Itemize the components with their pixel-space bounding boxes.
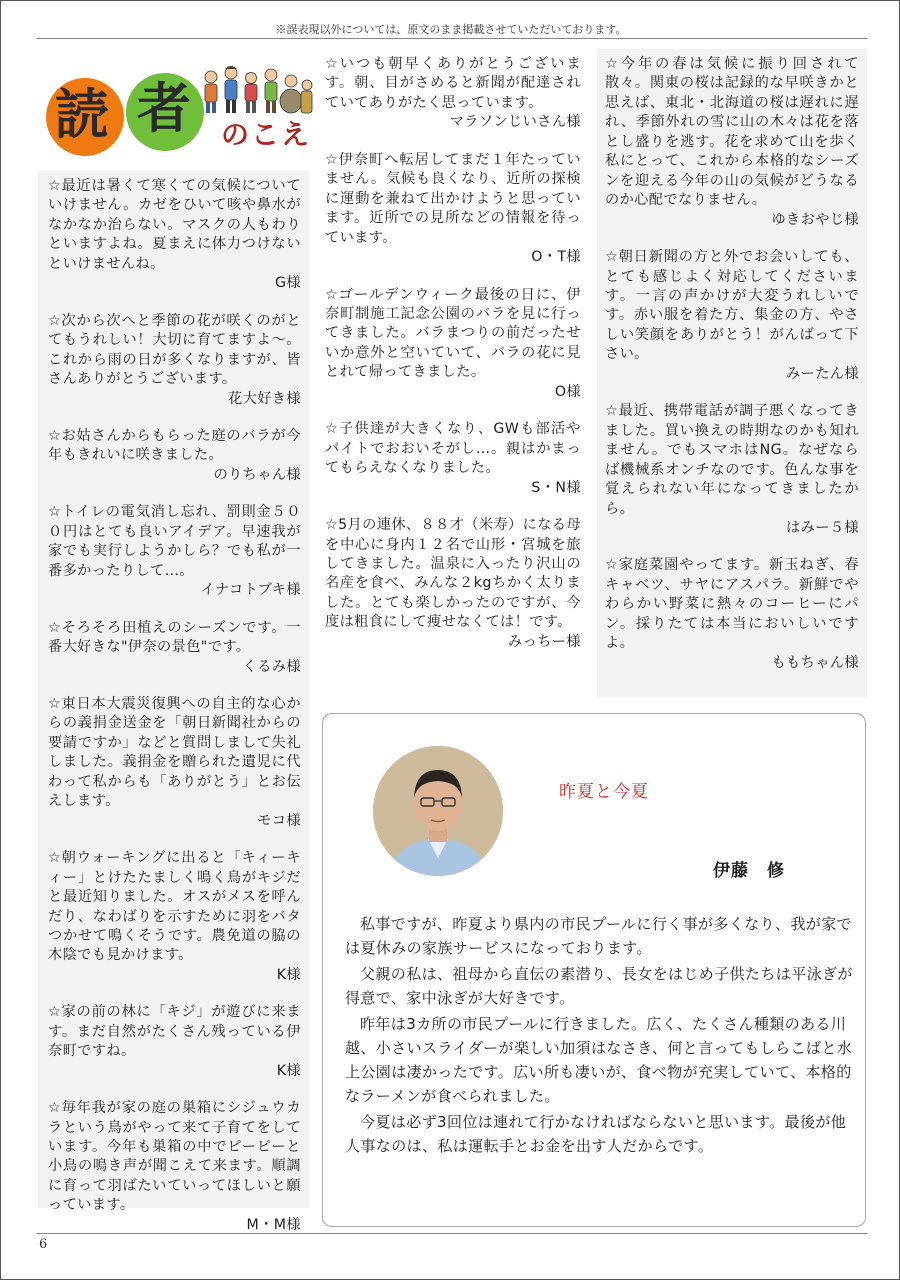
- author-portrait: [373, 746, 503, 876]
- letter-signature: はみー５様: [786, 519, 859, 536]
- reader-letter: [325, 516, 581, 652]
- letter-body: ☆トイレの電気消し忘れ、罰則金５００円はとても良いアイデア。早速我が家でも実行しようかしら？でも私が一番多かったりして…。: [48, 504, 301, 579]
- portrait-photo: [373, 746, 503, 876]
- letter-body: ☆伊奈町へ転居してまだ１年たっていません。気候も良くなり、近所の探検に運動を兼ねて出かけようと思っています。近所での見所などの情報を待っています。: [325, 151, 581, 246]
- reader-letter: [48, 427, 301, 485]
- letter-body: ☆最近は暑くて寒くての気候についていけません。カゼをひいて咳や鼻水がなかなか治らない。マスクの人もわりといますよね。夏まえに体力つけないといけませんね。: [48, 178, 301, 272]
- letter-signature: ももちゃん様: [771, 654, 859, 671]
- reader-letter: [605, 402, 859, 538]
- letter-body: ☆そろそろ田植えのシーズンです。一番大好きな"伊奈の景色"です。: [48, 619, 301, 656]
- essay-paragraph: 私事ですが、昨夏より県内の市民プールに行く事が多くなり、我が家では夏休みの家族サービスになっております。: [345, 915, 853, 957]
- letters-column-3: [597, 49, 867, 697]
- person-icon: [225, 66, 237, 113]
- editorial-notice: ※誤表現以外については、原文のまま掲載させていただいております。: [275, 23, 627, 36]
- letter-body: ☆子供達が大きくなり、GWも部活やバイトでおおいそがし…。親はかまってもらえなくなりました。: [325, 421, 581, 477]
- footer-rule: [37, 1233, 867, 1234]
- person-icon: [280, 75, 302, 113]
- letter-signature: くるみ様: [242, 658, 301, 675]
- header-rule: [37, 38, 867, 39]
- person-icon: [245, 73, 257, 114]
- letter-signature: G様: [275, 275, 301, 292]
- letter-body: ☆ゴールデンウィーク最後の日に、伊奈町制施工記念公園のバラを見に行ってきました。バラまつりの前だったせいか意外と空いていて、バラの花に見とれて帰ってきました。: [325, 286, 581, 381]
- essay-paragraph: 父親の私は、祖母から直伝の素潜り、長女をはじめ子供たちは平泳ぎが得意で、家中泳ぎが大好きです。: [345, 965, 853, 1007]
- letter-signature: O・T様: [531, 249, 581, 266]
- letter-signature: 花大好き様: [228, 390, 301, 407]
- letter-body: ☆朝ウォーキングに出ると「キィーキィー」とけたたましく鳴く鳥がキジだと最近知りました。オスがメスを呼んだり、なわばりを示すために羽をバタつかせて鳴くそうです。農免道の脇の木陰でも見かけます。: [48, 850, 301, 964]
- reader-letter: [605, 248, 859, 384]
- letter-body: ☆次から次へと季節の花が咲くのがとてもうれしい！大切に育てますよ〜。これから雨の日が多くなりますが、皆さんありがとうございます。: [48, 312, 301, 388]
- letter-signature: みっちー様: [508, 633, 581, 650]
- letter-body: ☆家庭菜園やってます。新玉ねぎ、春キャベツ、サヤにアスパラ。新鮮でやわらかい野菜に熱々のコーヒーにパン。採りたては本当においしいですよ。: [605, 557, 859, 652]
- essay-author: 伊藤 修: [713, 861, 785, 881]
- reader-letter: [48, 177, 301, 294]
- logo-char-1: 読: [55, 82, 109, 146]
- page-number: 6: [39, 1237, 48, 1252]
- person-icon: [265, 69, 277, 113]
- person-icon: [205, 71, 217, 113]
- essay-body: [345, 912, 855, 1160]
- logo-subtitle: のこえ: [221, 118, 312, 151]
- logo-char-2: 者: [137, 76, 191, 140]
- reader-letter: [605, 55, 859, 230]
- letter-body: ☆今年の春は気候に振り回されて散々。関東の桜は記録的な早咲きかと思えば、東北・北海道の桜は遅れに遅れ、季節外れの雪に山の木々は花を落とし盛りを逃す。花を求めて山を歩く私にとって、これから本格的なシーズンを迎える今年の山の気候がどうなるのか心配でなりません。: [605, 56, 859, 209]
- letter-signature: ゆきおやじ様: [771, 211, 859, 228]
- essay-paragraph: 昨年は3カ所の市民プールに行きました。広く、たくさん種類のある川越、小さいスライダーが楽しい加須はなさき、何と言ってもしらこばと水上公園は凄かったです。広い所も凄いが、食べ物が充実していて、本格的なラーメンが食べられました。: [345, 1015, 853, 1105]
- letters-column-2: [319, 49, 587, 670]
- reader-letter: [325, 55, 581, 133]
- essay-paragraph: 今夏は必ず3回位は連れて行かなければならないと思います。最後が他人事なのは、私は運転手とお金を出す人だからです。: [345, 1113, 847, 1155]
- letter-signature: モコ様: [257, 812, 301, 829]
- letter-body: ☆最近、携帯電話が調子悪くなってきました。買い換えの時期なのかも知れません。でもスマホはNG。なぜならば機械系オンチなのです。色んな事を覚えられない年になってきましたから。: [605, 403, 859, 517]
- reader-letter: [48, 619, 301, 677]
- essay-box: [322, 713, 866, 1227]
- reader-letter: [605, 556, 859, 673]
- letter-body: ☆東日本大震災復興への自主的な心からの義捐金送金を「朝日新聞社からの要請ですか」などと質問しまして失礼しました。義捐金を贈られた遺児に代わって私からも「ありがとう」とお伝えします。: [48, 695, 301, 810]
- essay-title: 昨夏と今夏: [559, 782, 649, 802]
- person-icon: [301, 80, 312, 113]
- letters-column-1: [38, 171, 309, 1233]
- letter-body: ☆いつも朝早くありがとうございます。朝、目がさめると新聞が配達されていてありがたく思っています。: [325, 56, 581, 111]
- letter-signature: S・N様: [531, 479, 581, 496]
- reader-letter: [325, 151, 581, 268]
- reader-letter: [48, 695, 301, 831]
- letter-body: ☆お姑さんからもらった庭のバラが今年もきれいに咲きました。: [48, 427, 301, 464]
- people-illustration: [201, 63, 313, 115]
- reader-letter: [48, 1099, 301, 1235]
- reader-letter: [48, 1003, 301, 1081]
- letter-body: ☆5月の連休、８８才（米寿）になる母を中心に身内１２名で山形・宮城を旅してきました。温泉に入ったり沢山の名産を食べ、みんな２kgちかく太りました。とても楽しかったのですが、今度は粗食にして痩せなくては！です。: [325, 517, 581, 631]
- letter-body: ☆家の前の林に「キジ」が遊びに来ます。まだ自然がたくさん残っている伊奈町ですね。: [48, 1004, 301, 1060]
- reader-letter: [48, 503, 301, 600]
- reader-letter: [325, 286, 581, 403]
- letter-signature: K様: [276, 966, 301, 983]
- letter-signature: マラソンじいさん様: [449, 114, 581, 131]
- letter-signature: のりちゃん様: [213, 466, 301, 483]
- letter-signature: M・M様: [246, 1216, 301, 1233]
- letter-signature: K様: [276, 1062, 301, 1079]
- letter-signature: みーたん様: [786, 365, 859, 382]
- letter-signature: イナコトブキ様: [200, 582, 301, 599]
- reader-letter: [48, 312, 301, 409]
- readers-voice-logo: [41, 63, 311, 163]
- letter-body: ☆毎年我が家の庭の巣箱にシジュウカラという鳥がやって来て子育てをしています。今年も巣箱の中でピーピーと小鳥の鳴き声が聞こえて来ます。順調に育って羽ばたいていってほしいと願っています。: [48, 1100, 301, 1214]
- letter-body: ☆朝日新聞の方と外でお会いしても、とても感じよく対応してくださいます。一言の声かけが大変うれしいです。赤い服を着た方、集金の方、やさしい笑顔をありがとう！がんばって下さい。: [605, 249, 859, 363]
- letter-signature: O様: [554, 383, 581, 400]
- reader-letter: [48, 849, 301, 985]
- reader-letter: [325, 420, 581, 498]
